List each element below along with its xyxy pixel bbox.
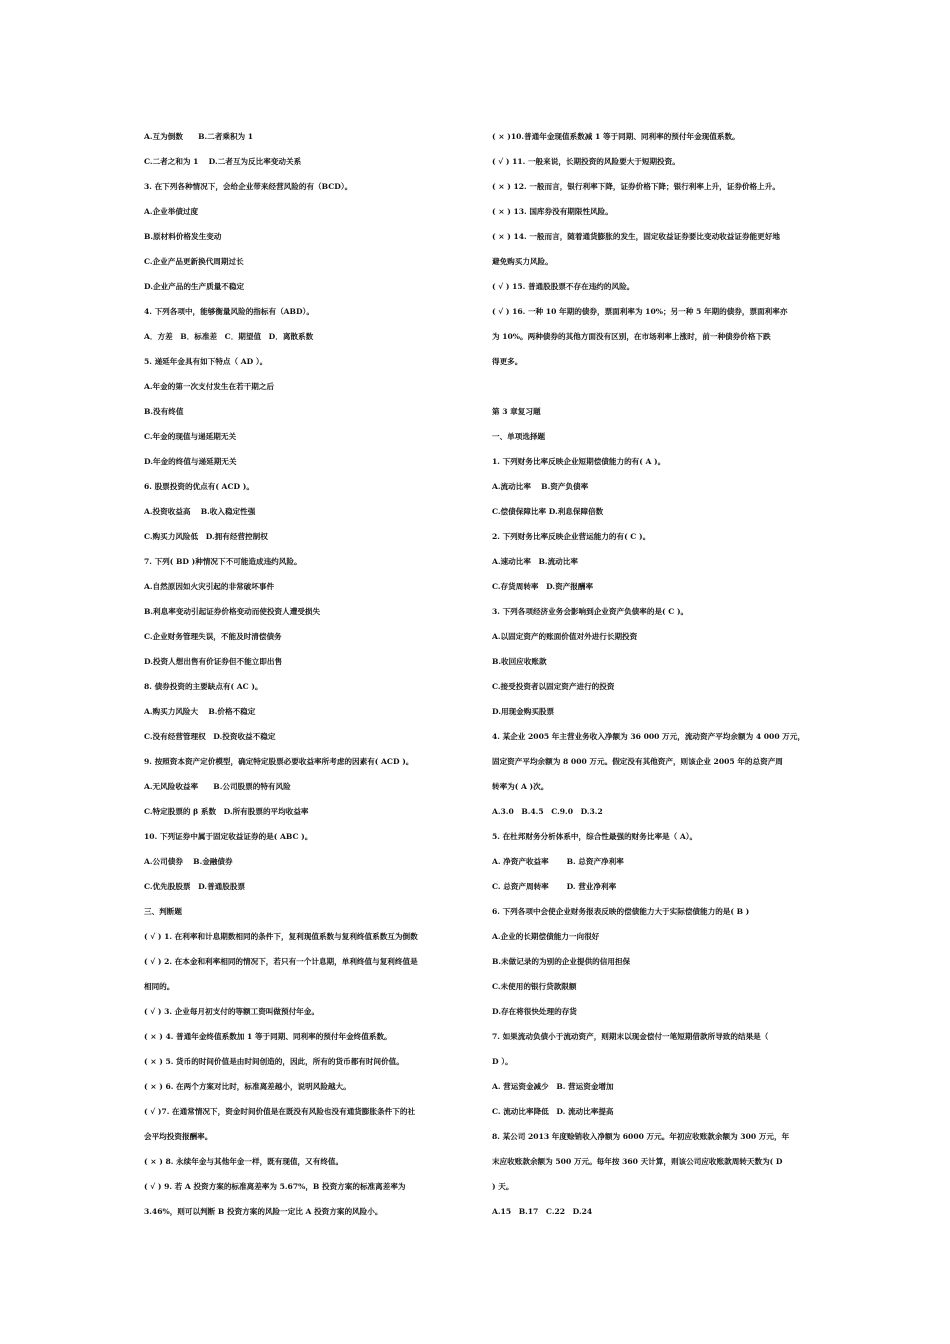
text-line: C.没有经营管理权 D.投资收益不稳定 (144, 732, 276, 741)
text-line: ( √ ) 1. 在利率和计息期数相同的条件下，复利现值系数与复利终值系数互为倒数 (144, 932, 418, 941)
text-line: A.15 B.17 C.22 D.24 (492, 1207, 593, 1216)
text-line: 3. 下列各项经济业务会影响到企业资产负债率的是( C )。 (492, 607, 689, 616)
text-line: 一、单项选择题 (492, 432, 546, 441)
text-line: D.投资人想出售有价证券但不能立即出售 (144, 657, 283, 666)
text-line: C.二者之和为 1 D.二者互为反比率变动关系 (144, 157, 302, 166)
text-line: ( × )10.普通年金现值系数减 1 等于同期、同利率的预付年金现值系数。 (492, 132, 740, 141)
text-line: ( × ) 5. 货币的时间价值是由时间创造的，因此，所有的货币都有时间价值。 (144, 1057, 404, 1066)
text-line: C.优先股股票 D.普通股股票 (144, 882, 246, 891)
text-line: 3. 在下列各种情况下，会给企业带来经营风险的有（BCD）。 (144, 182, 353, 191)
text-line: ) 天。 (492, 1182, 514, 1191)
text-line: A.速动比率 B.流动比率 (492, 557, 578, 566)
text-line: 固定资产平均余额为 8 000 万元。假定没有其他资产，则该企业 2005 年的总资产周 (492, 757, 783, 766)
text-line: D.存在将很快处理的存货 (492, 1007, 577, 1016)
text-line: 3.46%，则可以判断 B 投资方案的风险一定比 A 投资方案的风险小。 (144, 1207, 383, 1216)
text-line: A. 净资产收益率 B. 总资产净利率 (492, 857, 624, 866)
text-line: D.企业产品的生产质量不稳定 (144, 282, 245, 291)
text-line: 8. 某公司 2013 年度赊销收入净额为 6000 万元。年初应收账款余额为 300 万元，年 (492, 1132, 790, 1141)
text-line: A.购买力风险大 B.价格不稳定 (144, 707, 256, 716)
text-line: 8. 债券投资的主要缺点有( AC )。 (144, 682, 263, 691)
text-line: A.自然原因如火灾引起的非常破坏事件 (144, 582, 275, 591)
text-line: A.以固定资产的账面价值对外进行长期投资 (492, 632, 638, 641)
text-line: A.流动比率 B.资产负债率 (492, 482, 589, 491)
text-line: ( √ )7. 在通常情况下，资金时间价值是在既没有风险也没有通货膨胀条件下的社 (144, 1107, 416, 1116)
text-line: C.接受投资者以固定资产进行的投资 (492, 682, 615, 691)
text-line: C.未使用的银行贷款限额 (492, 982, 577, 991)
text-line: 第 3 章复习题 (492, 407, 541, 416)
text-line: 4. 某企业 2005 年主营业务收入净额为 36 000 万元，流动资产平均余额为 4 000 万元， (492, 732, 806, 741)
text-line: A.企业举债过度 (144, 207, 199, 216)
text-line: 5. 递延年金具有如下特点（ AD ）。 (144, 357, 268, 366)
text-line: 会平均投资报酬率。 (144, 1132, 213, 1141)
text-line: B.未做记录的为别的企业提供的信用担保 (492, 957, 631, 966)
text-line: ( × ) 12. 一般而言，银行利率下降，证券价格下降；银行利率上升，证券价格上升。 (492, 182, 780, 191)
text-line: 为 10%。两种债券的其他方面没有区别，在市场利率上涨时，前一种债券价格下跌 (492, 332, 771, 341)
text-line: ( × ) 14. 一般而言，随着通货膨胀的发生，固定收益证券要比变动收益证券能更好地 (492, 232, 780, 241)
text-line: A.企业的长期偿债能力一向很好 (492, 932, 600, 941)
text-line: C. 流动比率降低 D. 流动比率提高 (492, 1107, 614, 1116)
text-line: A.年金的第一次支付发生在若干期之后 (144, 382, 275, 391)
text-line: ( × ) 13. 国库券没有期限性风险。 (492, 207, 613, 216)
text-line: B.利息率变动引起证券价格变动而使投资人遭受损失 (144, 607, 321, 616)
text-line: 相同的。 (144, 982, 175, 991)
text-line: B.原材料价格发生变动 (144, 232, 222, 241)
text-line: 6. 下列各项中会使企业财务报表反映的偿债能力大于实际偿债能力的是( B ) (492, 907, 750, 916)
text-line: C.特定股票的 β 系数 D.所有股票的平均收益率 (144, 807, 309, 816)
text-line: 7. 如果流动负债小于流动资产，则期末以现金偿付一笔短期借款所导致的结果是（ (492, 1032, 769, 1041)
text-line: ( × ) 6. 在两个方案对比时，标准离差越小，说明风险越大。 (144, 1082, 351, 1091)
text-line: A. 营运资金减少 B. 营运资金增加 (492, 1082, 614, 1091)
text-line: 6. 股票投资的优点有( ACD )。 (144, 482, 254, 491)
text-line: 9. 按照资本资产定价模型，确定特定股票必要收益率所考虑的因素有( ACD )。 (144, 757, 414, 766)
text-line: ( × ) 8. 永续年金与其他年金一样，既有现值，又有终值。 (144, 1157, 344, 1166)
text-line: C.企业财务管理失误，不能及时清偿债务 (144, 632, 282, 641)
text-line: A.3.0 B.4.5 C.9.0 D.3.2 (492, 807, 603, 816)
text-line: ( √ ) 16. 一种 10 年期的债券，票面利率为 10%；另一种 5 年期的债券，票面利率亦 (492, 307, 788, 316)
text-line: C.年金的现值与递延期无关 (144, 432, 237, 441)
text-line (492, 374, 817, 399)
text-line: ( √ ) 2. 在本金和利率相同的情况下，若只有一个计息期，单利终值与复利终值是 (144, 957, 418, 966)
text-line: A.投资收益高 B.收入稳定性强 (144, 507, 256, 516)
text-line: C.企业产品更新换代周期过长 (144, 257, 244, 266)
text-line: ( √ ) 9. 若 A 投资方案的标准离差率为 5.67%，B 投资方案的标准离差率为 (144, 1182, 406, 1191)
text-line: B.没有终值 (144, 407, 184, 416)
text-line: C.偿债保障比率 D.利息保障倍数 (492, 507, 604, 516)
left-column (144, 124, 474, 1224)
text-line: A．方差 B．标准差 C．期望值 D．离散系数 (144, 332, 314, 341)
text-line: ( √ ) 3. 企业每月初支付的等额工资叫做预付年金。 (144, 1007, 319, 1016)
text-line: ( √ ) 15. 普通股股票不存在违约的风险。 (492, 282, 635, 291)
text-line: 避免购买力风险。 (492, 257, 553, 266)
text-line: A.无风险收益率 B.公司股票的特有风险 (144, 782, 291, 791)
text-line: D.用现金购买股票 (492, 707, 555, 716)
text-line: 1. 下列财务比率反映企业短期偿债能力的有( A )。 (492, 457, 666, 466)
text-line: 2. 下列财务比率反映企业营运能力的有( C )。 (492, 532, 651, 541)
text-line: C.购买力风险低 D.拥有经营控制权 (144, 532, 268, 541)
text-line: C. 总资产周转率 D. 营业净利率 (492, 882, 617, 891)
text-line: 三、判断题 (144, 907, 182, 916)
text-line: 得更多。 (492, 357, 523, 366)
text-line: 7. 下列( BD )种情况下不可能造成违约风险。 (144, 557, 302, 566)
text-line: A.互为倒数 B.二者乘积为 1 (144, 132, 254, 141)
text-line: D.年金的终值与递延期无关 (144, 457, 237, 466)
text-line: 末应收账款余额为 500 万元。每年按 360 天计算，则该公司应收账款周转天数为( D (492, 1157, 783, 1166)
text-line: 4. 下列各项中，能够衡量风险的指标有（ABD）。 (144, 307, 314, 316)
right-column (492, 124, 817, 1224)
text-line: D ）。 (492, 1057, 513, 1066)
text-line: 10. 下列证券中属于固定收益证券的是( ABC )。 (144, 832, 313, 841)
text-line: 转率为( A )次。 (492, 782, 549, 791)
text-line: ( √ ) 11. 一般来说，长期投资的风险要大于短期投资。 (492, 157, 680, 166)
text-line: 5. 在杜邦财务分析体系中，综合性最强的财务比率是（ A）。 (492, 832, 698, 841)
text-line: ( × ) 4. 普通年金终值系数加 1 等于同期、同利率的预付年金终值系数。 (144, 1032, 392, 1041)
text-line: B.收回应收账款 (492, 657, 547, 666)
text-line: A.公司债券 B.金融债券 (144, 857, 233, 866)
text-line: C.存货周转率 D.资产报酬率 (492, 582, 594, 591)
